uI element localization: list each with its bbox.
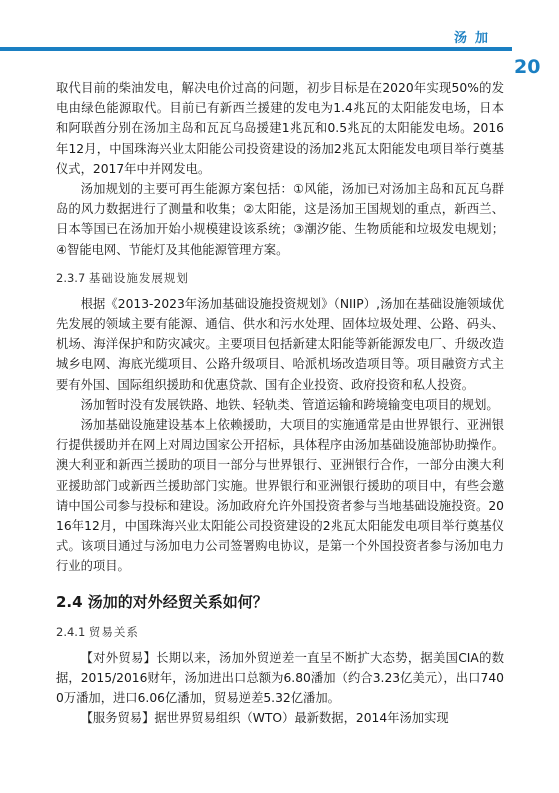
subsection-heading-2-3-7 xyxy=(56,270,504,286)
paragraph: 取代目前的柴油发电，解决电价过高的问题，初步目标是在2020年实现50%的发电由绿色能源取代。目前已有新西兰援建的发电为1.4兆瓦的太阳能发电场，日本和阿联酋分别在汤加主岛和瓦瓦乌岛援建1兆瓦和0.5兆瓦的太阳能发电场。2016年12月，中国珠海兴业太阳能公司投资建设的汤加2兆瓦太阳能发电项目举行奠基仪式，2017年中并网发电。 xyxy=(56,81,504,176)
subsection-heading-2-4-1 xyxy=(56,624,504,640)
paragraph: 【服务贸易】据世界贸易组织（WTO）最新数据，2014年汤加实现 xyxy=(80,711,449,726)
section-title: 基础设施发展规划 xyxy=(88,270,189,285)
section-title: 贸易关系 xyxy=(88,624,139,639)
paragraph: 汤加基础设施建设基本上依赖援助，大项目的实施通常是由世界银行、亚洲银行提供援助并在网上对周边国家公开招标，具体程序由汤加基础设施部协助操作。澳大利亚和新西兰援助的项目一部分与世界银行、亚洲银行合作，一部分由澳大利亚援助部门或新西兰援助部门实施。世界银行和亚洲银行援助的项目中，有些会邀请中国公司参与投标和建设。汤加政府允许外国投资者参与当地基础设施投资。2016年12月，中国珠海兴业太阳能公司投资建设的2兆瓦太阳能发电项目举行奠基仪式。该项目通过与汤加电力公司签署购电协议，是第一个外国投资者参与汤加电力行业的项目。 xyxy=(56,418,504,574)
section-number: 2.4.1 xyxy=(56,624,86,639)
running-header-title: 汤加 xyxy=(454,31,497,46)
paragraph: 汤加暂时没有发展铁路、地铁、轻轨类、管道运输和跨境输变电项目的规划。 xyxy=(80,397,499,412)
section-number: 2.3.7 xyxy=(56,270,86,285)
paragraph: 【对外贸易】长期以来，汤加外贸逆差一直呈不断扩大态势，据美国CIA的数据，2015/2016财年，汤加进出口总额为6.80潘加（约合3.23亿美元），出口7400万潘加，进口6.06亿潘加，贸易逆差5.32亿潘加。 xyxy=(56,650,504,706)
header-rule xyxy=(0,47,512,51)
paragraph: 根据《2013-2023年汤加基础设施投资规划》（NIIP）,汤加在基础设施领域优先发展的领域主要有能源、通信、供水和污水处理、固体垃圾处理、公路、码头、机场、海洋保护和防灾减灾。主要项目包括新建太阳能等新能源发电厂、升级改造城乡电网、海底光缆项目、公路升级项目、哈派机场改造项目等。项目融资方式主要有外国、国际组织援助和优惠贷款、国有企业投资、政府投资和私人投资。 xyxy=(56,296,504,392)
paragraph: 汤加规划的主要可再生能源方案包括：①风能，汤加已对汤加主岛和瓦瓦乌群岛的风力数据进行了测量和收集；②太阳能，这是汤加王国规划的重点，新西兰、日本等国已在汤加开始小规模建设该系统；③潮汐能、生物质能和垃圾发电规划；④智能电网、节能灯及其他能源管理方案。 xyxy=(56,182,504,257)
section-heading-2-4: 2.4 汤加的对外经贸关系如何？ xyxy=(56,592,268,611)
page-body xyxy=(56,78,504,728)
page-number: 20 xyxy=(514,56,541,78)
